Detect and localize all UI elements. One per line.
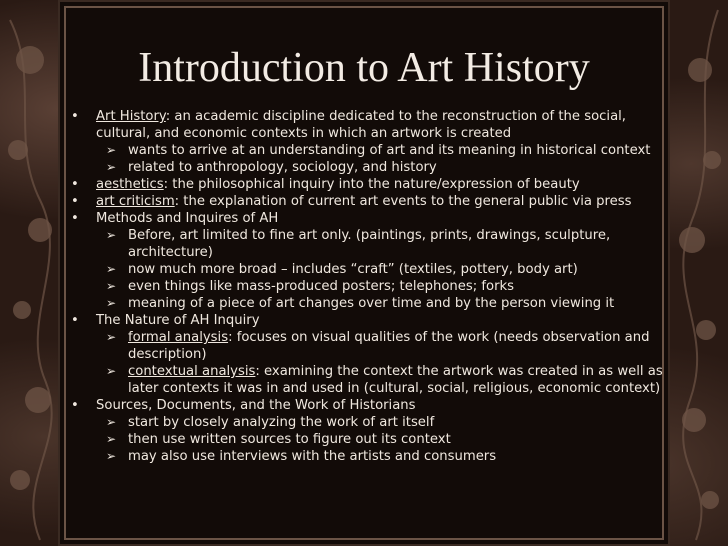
sub-bullet-item [64, 261, 664, 278]
bullet-item [64, 397, 664, 414]
bullet-text: Methods and Inquires of AH [96, 211, 279, 226]
sub-bullet-item [64, 363, 664, 397]
bullet-dot-icon: • [71, 211, 79, 226]
bullet-text: : the philosophical inquiry into the nature/expression of beauty [163, 177, 580, 192]
sub-bullet-item [64, 295, 664, 312]
sub-bullet-item [64, 329, 664, 363]
arrow-bullet-icon: ➢ [106, 262, 117, 276]
arrow-bullet-icon: ➢ [106, 330, 117, 344]
slide-title: Introduction to Art History [138, 45, 590, 91]
bullet-dot-icon: • [71, 313, 79, 328]
sub-bullet-text: start by closely analyzing the work of art itself [128, 415, 435, 430]
sub-bullet-text: : examining the context the artwork was created in as well as later contexts it was in and used in (cultural, social, religious, economic context) [128, 364, 663, 396]
bullet-term: art criticism [96, 194, 175, 209]
arrow-bullet-icon: ➢ [106, 415, 117, 429]
sub-bullet-term: formal analysis [128, 330, 229, 345]
sub-bullet-item [64, 278, 664, 295]
arrow-bullet-icon: ➢ [106, 364, 117, 378]
sub-bullet-text: related to anthropology, sociology, and history [128, 160, 437, 175]
sub-bullet-text: then use written sources to figure out its context [128, 432, 451, 447]
bullet-text: : the explanation of current art events to the general public via press [174, 194, 632, 209]
arrow-bullet-icon: ➢ [106, 279, 117, 293]
bullet-dot-icon: • [71, 109, 79, 124]
sub-bullet-item [64, 142, 664, 159]
bullet-item [64, 176, 664, 193]
arrow-bullet-icon: ➢ [106, 228, 117, 242]
arrow-bullet-icon: ➢ [106, 160, 117, 174]
bullet-list [64, 108, 664, 465]
bullet-text: The Nature of AH Inquiry [96, 313, 260, 328]
arrow-bullet-icon: ➢ [106, 449, 117, 463]
sub-bullet-text: may also use interviews with the artists and consumers [128, 449, 497, 464]
bullet-text: Sources, Documents, and the Work of Historians [96, 398, 416, 413]
sub-bullet-item [64, 448, 664, 465]
arrow-bullet-icon: ➢ [106, 296, 117, 310]
sub-bullet-text: now much more broad – includes “craft” (textiles, pottery, body art) [128, 262, 578, 277]
arrow-bullet-icon: ➢ [106, 432, 117, 446]
sub-bullet-item [64, 159, 664, 176]
arrow-bullet-icon: ➢ [106, 143, 117, 157]
sub-bullet-text: Before, art limited to fine art only. (paintings, prints, drawings, sculpture, architecture) [128, 228, 611, 260]
bullet-dot-icon: • [71, 194, 79, 209]
sub-bullet-text: even things like mass-produced posters; telephones; forks [128, 279, 515, 294]
bullet-dot-icon: • [71, 177, 79, 192]
bullet-dot-icon: • [71, 398, 79, 413]
bullet-item [64, 210, 664, 227]
sub-bullet-item [64, 227, 664, 261]
sub-bullet-term: contextual analysis [128, 364, 256, 379]
bullet-term: aesthetics [96, 177, 164, 192]
sub-bullet-text: meaning of a piece of art changes over time and by the person viewing it [128, 296, 615, 311]
bullet-text: : an academic discipline dedicated to the reconstruction of the social, cultural, and economic contexts in which an artwork is created [96, 109, 627, 141]
sub-bullet-text: wants to arrive at an understanding of art and its meaning in historical context [128, 143, 651, 158]
bullet-term: Art History [96, 109, 166, 124]
bullet-item [64, 193, 664, 210]
sub-bullet-item [64, 431, 664, 448]
sub-bullet-text: : focuses on visual qualities of the work (needs observation and description) [128, 330, 650, 362]
bullet-item [64, 108, 664, 142]
sub-bullet-item [64, 414, 664, 431]
bullet-item [64, 312, 664, 329]
